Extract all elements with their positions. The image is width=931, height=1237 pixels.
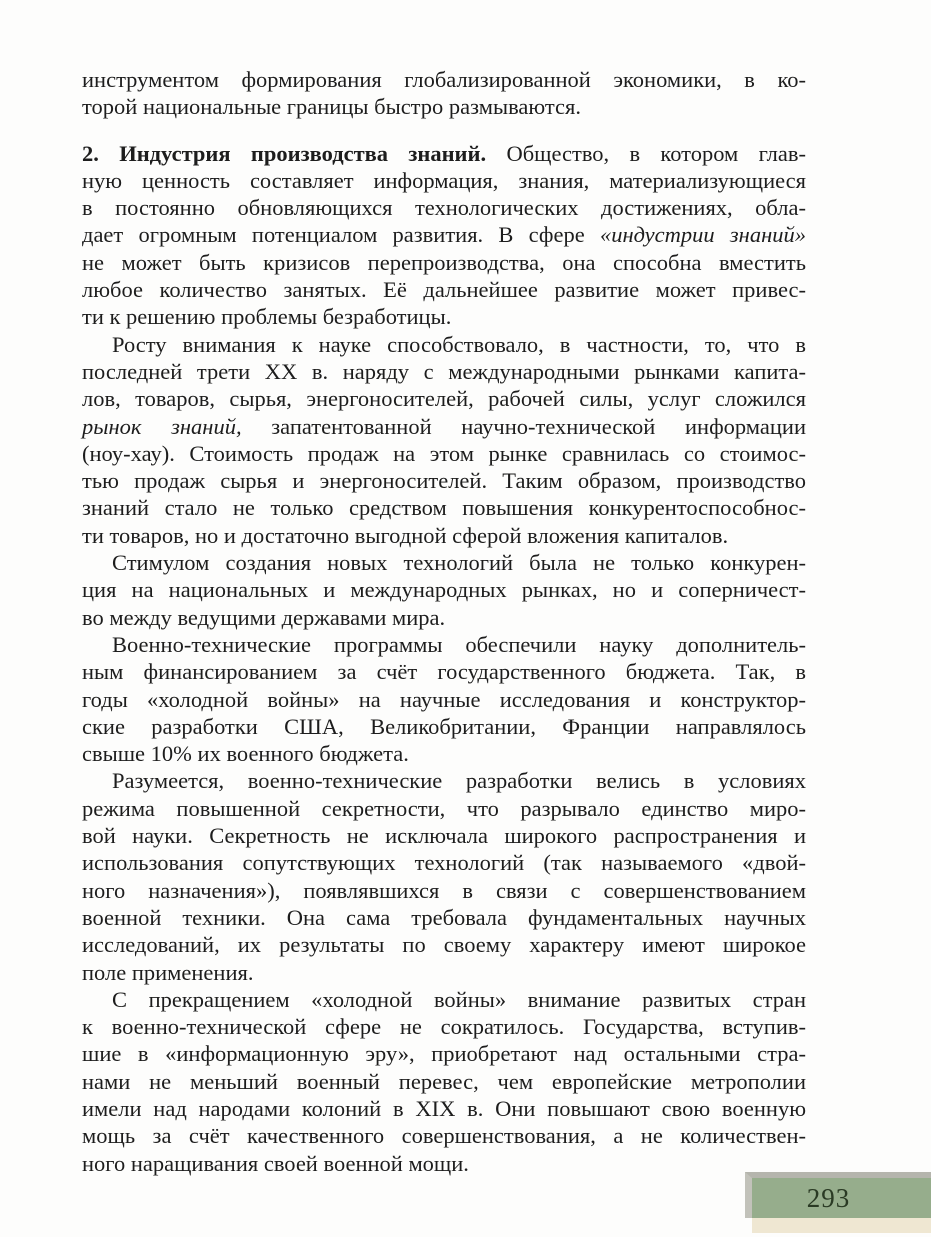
text-line — [82, 440, 806, 467]
body-text: поле применения. — [82, 959, 254, 985]
text-line — [82, 494, 806, 521]
text-line — [82, 467, 806, 494]
text-line — [82, 904, 806, 931]
text-line — [82, 385, 806, 412]
text-line — [82, 658, 806, 685]
body-text: к военно-технической сфере не сократилось. Государства, вступив- — [82, 1014, 806, 1040]
body-text: свыше 10% их военного бюджета. — [82, 741, 409, 767]
text-line — [82, 1040, 806, 1067]
text-line — [82, 522, 806, 549]
body-text: инструментом формирования глобализированной экономики, в ко- — [82, 67, 806, 92]
body-text: Общество, в котором глав- — [486, 140, 806, 166]
body-text: ного наращивания своей военной мощи. — [82, 1150, 469, 1176]
body-text: ным финансированием за счёт государственного бюджета. Так, в — [82, 659, 806, 685]
paragraph — [82, 986, 806, 1177]
body-text: последней трети XX в. наряду с международными рынками капита- — [82, 358, 806, 384]
body-text: Военно-технические программы обеспечили науку дополнитель- — [112, 631, 806, 657]
body-text: любое количество занятых. Её дальнейшее развитие может привес- — [82, 277, 806, 303]
body-text: военной техники. Она сама требовала фундаментальных научных — [82, 904, 806, 930]
paragraph — [82, 66, 806, 121]
body-text: торой национальные границы быстро размываются. — [82, 94, 581, 120]
text-line — [82, 1122, 806, 1149]
body-text: ские разработки США, Великобритании, Франции направлялось — [82, 713, 806, 739]
text-line — [82, 249, 806, 276]
page-number-box — [745, 1172, 931, 1218]
text-line — [82, 986, 806, 1013]
text-line — [82, 822, 806, 849]
paragraph — [82, 549, 806, 631]
paragraph — [82, 140, 806, 331]
text-line — [82, 576, 806, 603]
body-text: ти товаров, но и достаточно выгодной сферой вложения капиталов. — [82, 522, 729, 548]
body-text: использования сопутствующих технологий (так называемого «двой- — [82, 850, 806, 876]
text-line — [82, 1150, 806, 1177]
body-text: в постоянно обновляющихся технологических достижениях, обла- — [82, 195, 806, 221]
emphasized-text: рынок знаний, — [82, 413, 242, 439]
body-text: годы «холодной войны» на научные исследования и конструктор- — [82, 686, 806, 712]
text-line — [82, 331, 806, 358]
body-text: нами не меньший военный перевес, чем европейские метрополии — [82, 1068, 806, 1094]
text-line — [82, 686, 806, 713]
text-line — [82, 959, 806, 986]
text-line — [82, 549, 806, 576]
body-text: имели над народами колоний в XIX в. Они повышают свою военную — [82, 1095, 806, 1121]
text-line — [82, 795, 806, 822]
body-text: во между ведущими державами мира. — [82, 604, 446, 630]
body-text: запатентованной научно-технической информации — [241, 413, 806, 439]
text-line — [82, 413, 806, 440]
page-text — [82, 66, 806, 1177]
body-text: вой науки. Секретность не исключала широкого распространения и — [82, 823, 806, 849]
page-number-shadow — [752, 1218, 931, 1233]
body-text: (ноу-хау). Стоимость продаж на этом рынке сравнилась со стоимос- — [82, 440, 806, 466]
text-line — [82, 194, 806, 221]
body-text: ную ценность составляет информация, знания, материализующиеся — [82, 167, 806, 193]
paragraph — [82, 631, 806, 767]
page-number: 293 — [806, 1182, 851, 1213]
body-text: мощь за счёт качественного совершенствования, а не количествен- — [82, 1123, 806, 1149]
text-line — [82, 167, 806, 194]
text-line — [82, 604, 806, 631]
text-line — [82, 877, 806, 904]
body-text: Стимулом создания новых технологий была не только конкурен- — [112, 550, 806, 576]
body-text: шие в «информационную эру», приобретают над остальными стра- — [82, 1041, 806, 1067]
text-line — [82, 931, 806, 958]
body-text: Росту внимания к науке способствовало, в частности, то, что в — [112, 331, 806, 357]
body-text: ти к решению проблемы безработицы. — [82, 304, 452, 330]
text-line — [82, 1013, 806, 1040]
text-line — [82, 93, 806, 120]
text-line — [82, 849, 806, 876]
body-text: тью продаж сырья и энергоносителей. Таким образом, производство — [82, 468, 806, 494]
heading-text: 2. Индустрия производства знаний. — [82, 140, 487, 166]
text-line — [82, 713, 806, 740]
text-line — [82, 140, 806, 167]
text-line — [82, 740, 806, 767]
text-line — [82, 358, 806, 385]
body-text: исследований, их результаты по своему характеру имеют широкое — [82, 932, 806, 958]
body-text: С прекращением «холодной войны» внимание развитых стран — [112, 986, 806, 1012]
text-line — [82, 1068, 806, 1095]
body-text: знаний стало не только средством повышения конкурентоспособнос- — [82, 495, 806, 521]
body-text: режима повышенной секретности, что разрывало единство миро- — [82, 795, 806, 821]
paragraph — [82, 331, 806, 549]
text-line — [82, 767, 806, 794]
body-text: ного назначения»), появлявшихся в связи с совершенствованием — [82, 877, 806, 903]
text-line — [82, 221, 806, 248]
text-line — [82, 303, 806, 330]
text-line — [82, 1095, 806, 1122]
body-text: дает огромным потенциалом развития. В сфере — [82, 222, 600, 248]
emphasized-text: «индустрии знаний» — [599, 222, 806, 248]
body-text: не может быть кризисов перепроизводства, она способна вместить — [82, 249, 806, 275]
body-text: Разумеется, военно-технические разработки велись в условиях — [112, 768, 806, 794]
text-line — [82, 276, 806, 303]
text-line — [82, 631, 806, 658]
body-text: лов, товаров, сырья, энергоносителей, рабочей силы, услуг сложился — [82, 386, 806, 412]
body-text: ция на национальных и международных рынках, но и соперничест- — [82, 577, 806, 603]
text-line — [82, 66, 806, 93]
paragraph — [82, 767, 806, 985]
